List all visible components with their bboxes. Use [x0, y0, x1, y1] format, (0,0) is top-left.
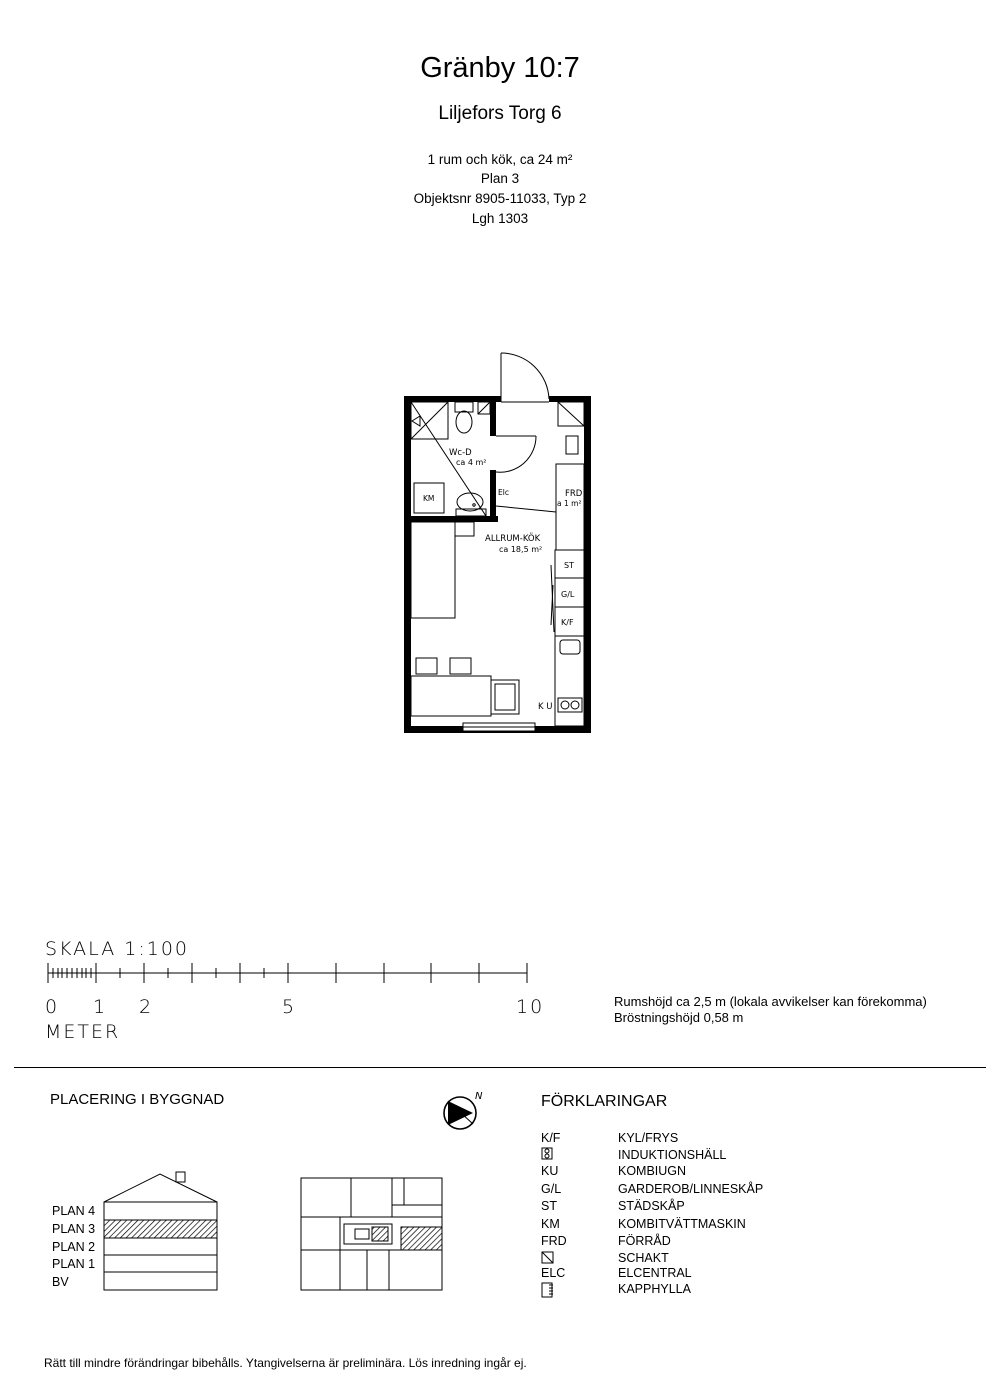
highlighted-level — [104, 1220, 217, 1238]
legend-desc-elc: ELCENTRAL — [618, 1266, 692, 1280]
level-label-plan-2: PLAN 2 — [52, 1240, 96, 1254]
building-section — [104, 1172, 217, 1290]
legend-desc-coat-rack: KAPPHYLLA — [618, 1282, 691, 1296]
legend-code-kf: K/F — [541, 1131, 561, 1145]
page-title: Gränby 10:7 — [420, 52, 580, 84]
km-label: KM — [423, 494, 435, 503]
disclaimer: Rätt till mindre förändringar bibehålls. Ytangivelserna är preliminära. Lös inredning ingår ej. — [44, 1356, 527, 1370]
floor-level: Plan 3 — [480, 171, 520, 186]
placement-title: PLACERING I BYGGNAD — [50, 1091, 225, 1108]
level-label-plan-1: PLAN 1 — [52, 1257, 96, 1271]
st-label: ST — [564, 561, 574, 570]
wc-area: ca 4 m² — [456, 458, 487, 467]
legend-desc-induction: INDUKTIONSHÄLL — [618, 1148, 727, 1162]
address: Liljefors Torg 6 — [438, 103, 562, 124]
legend-title: FÖRKLARINGAR — [541, 1093, 668, 1110]
object-number: Objektsnr 8905-11033, Typ 2 — [413, 191, 587, 206]
level-label-plan-3: PLAN 3 — [52, 1222, 96, 1236]
highlighted-apartment — [401, 1227, 442, 1250]
scale-label-5: 5 — [282, 996, 297, 1018]
compass-north-label: N — [475, 1091, 483, 1102]
level-label-plan-4: PLAN 4 — [52, 1204, 96, 1218]
legend-code-frd: FRD — [541, 1234, 567, 1248]
scale-label-1: 1 — [93, 996, 108, 1018]
scale-title: SKALA 1:100 — [45, 938, 189, 960]
legend-code-st: ST — [541, 1199, 557, 1213]
legend-code-ku: KU — [541, 1164, 559, 1178]
legend-desc-frd: FÖRRÅD — [618, 1234, 671, 1248]
legend-code-elc: ELC — [541, 1266, 566, 1280]
scale-label-0: 0 — [45, 996, 60, 1018]
induction-hob-icon — [541, 1147, 553, 1164]
elc-label: Elc — [498, 488, 509, 497]
legend-desc-ku: KOMBIUGN — [618, 1164, 687, 1178]
legend-desc-km: KOMBITVÄTTMASKIN — [618, 1217, 746, 1231]
parapet-height-note: Bröstningshöjd 0,58 m — [614, 1010, 744, 1025]
room-area: ca 18,5 m² — [499, 545, 543, 554]
apartment-size: 1 rum och kök, ca 24 m² — [427, 152, 573, 167]
building-footprint — [301, 1178, 442, 1290]
legend-desc-gl: GARDEROB/LINNESKÅP — [618, 1182, 764, 1196]
ku-label: K U — [538, 702, 553, 712]
legend-code-gl: G/L — [541, 1182, 562, 1196]
legend-code-km: KM — [541, 1217, 560, 1231]
compass-icon — [444, 1097, 476, 1129]
coat-rack-icon — [541, 1282, 555, 1299]
gl-label: G/L — [561, 590, 575, 599]
frd-label: FRD — [565, 489, 583, 499]
apartment-number: Lgh 1303 — [471, 211, 529, 226]
scale-unit: METER — [45, 1021, 121, 1043]
room-label: ALLRUM-KÖK — [485, 534, 541, 544]
room-height-note: Rumshöjd ca 2,5 m (lokala avvikelser kan förekomma) — [614, 994, 927, 1009]
legend-desc-shaft: SCHAKT — [618, 1251, 669, 1265]
scale-label-2: 2 — [139, 996, 154, 1018]
legend-desc-kf: KYL/FRYS — [618, 1131, 679, 1145]
scale-label-10: 10 — [516, 996, 545, 1018]
legend-desc-st: STÄDSKÅP — [618, 1199, 685, 1213]
kf-label: K/F — [561, 618, 574, 627]
frd-area: a 1 m² — [557, 499, 582, 508]
wc-label: Wc-D — [449, 448, 472, 458]
level-label-bv: BV — [52, 1275, 69, 1289]
